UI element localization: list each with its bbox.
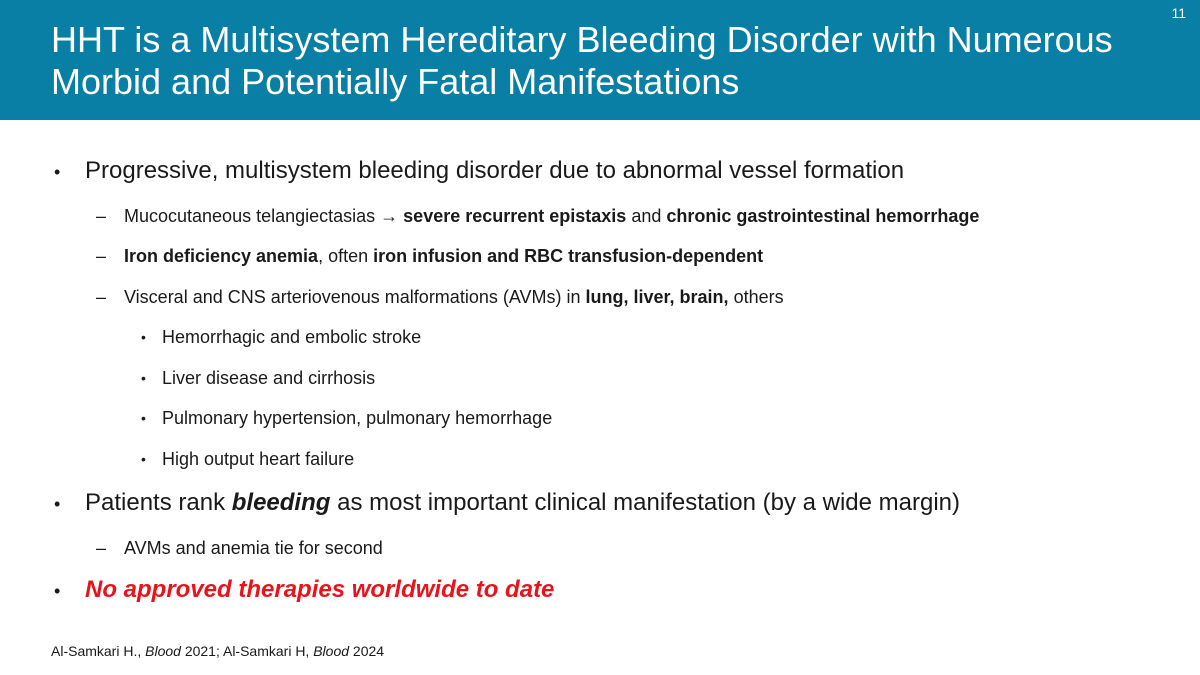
text-bold: iron infusion and RBC transfusion-dependent — [373, 246, 764, 266]
text-bold: lung, liver, brain, — [585, 287, 729, 307]
citation — [51, 643, 384, 659]
journal: Blood — [145, 643, 181, 659]
title-line-2: Morbid and Potentially Fatal Manifestations — [51, 61, 740, 102]
bullet-marker: • — [141, 370, 146, 386]
bullet-marker: • — [54, 494, 61, 514]
page-number: 11 — [1171, 5, 1186, 21]
text-bold: severe recurrent epistaxis — [398, 206, 627, 226]
list-item: High output heart failure — [162, 449, 355, 469]
text: and — [626, 206, 667, 226]
text: Visceral and CNS arteriovenous malformations (AVMs) in — [124, 287, 586, 307]
list-item: Liver disease and cirrhosis — [162, 368, 376, 388]
text-bold-italic: bleeding — [231, 489, 331, 516]
bullet-marker: • — [141, 329, 146, 345]
list-item: Pulmonary hypertension, pulmonary hemorrhage — [162, 408, 553, 428]
bullet-2 — [85, 489, 960, 517]
dash-marker: – — [96, 206, 107, 226]
text: Patients rank — [85, 489, 232, 516]
text: , often — [318, 246, 374, 266]
dash-marker: – — [96, 246, 107, 266]
bullet-1-3 — [124, 287, 784, 308]
text: Mucocutaneous telangiectasias — [124, 206, 381, 226]
bullet-marker: • — [54, 581, 61, 601]
journal: Blood — [313, 643, 350, 659]
text: others — [728, 287, 784, 307]
arrow-icon: → — [380, 206, 399, 226]
bullet-2-1: AVMs and anemia tie for second — [124, 538, 383, 558]
slide-title — [51, 19, 1151, 103]
dash-marker: – — [96, 287, 107, 307]
text: 2021; Al-Samkari H, — [180, 643, 314, 659]
bullet-1-1 — [124, 206, 979, 227]
bullet-1: Progressive, multisystem bleeding disorder due to abnormal vessel formation — [85, 157, 905, 184]
title-bar — [0, 0, 1200, 120]
text: Al-Samkari H., — [51, 643, 146, 659]
text-bold: Iron deficiency anemia — [124, 246, 319, 266]
title-line-1: HHT is a Multisystem Hereditary Bleeding Disorder with Numerous — [51, 19, 1113, 60]
bullet-marker: • — [141, 410, 146, 426]
bullet-marker: • — [141, 451, 146, 467]
text: 2024 — [349, 643, 385, 659]
text-bold: chronic gastrointestinal hemorrhage — [666, 206, 980, 226]
text: as most important clinical manifestation (by a wide margin) — [330, 489, 960, 516]
dash-marker: – — [96, 538, 107, 558]
bullet-marker: • — [54, 162, 61, 182]
list-item: Hemorrhagic and embolic stroke — [162, 327, 422, 347]
bullet-1-2 — [124, 246, 763, 267]
bullet-3-highlight: No approved therapies worldwide to date — [85, 576, 555, 603]
